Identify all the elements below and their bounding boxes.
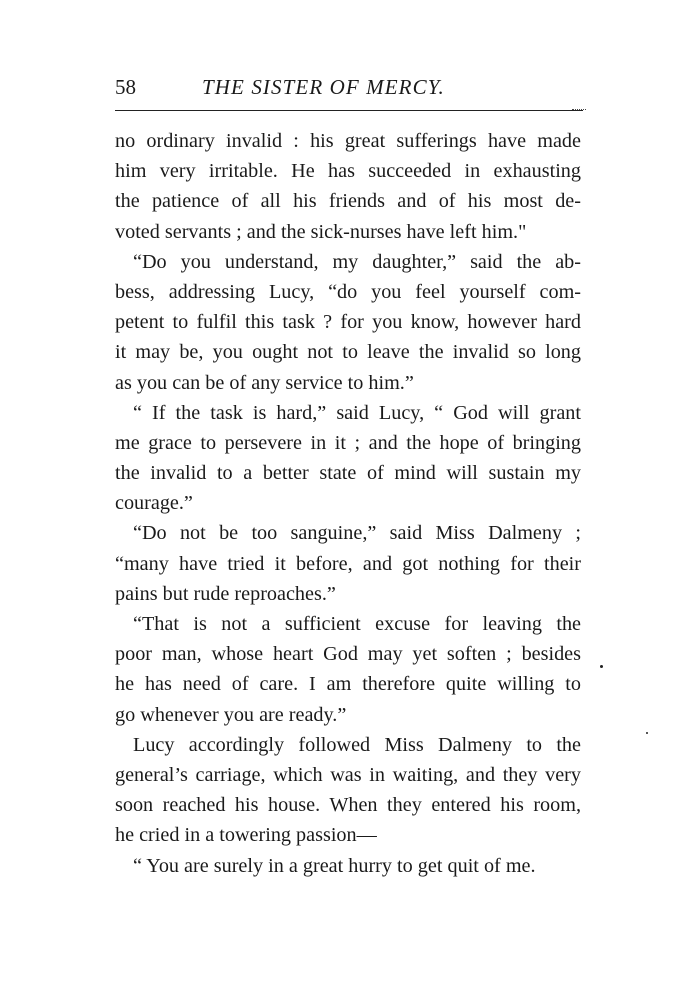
running-head <box>115 73 585 105</box>
text-line: voted servants ; and the sick-nurses have left him." <box>115 220 527 243</box>
text-line: the patience of all his friends and of his most de- <box>115 190 581 213</box>
page-number: 58 <box>115 75 136 99</box>
text-line: Lucy accordingly followed Miss Dalmeny to the <box>133 733 581 756</box>
text-line: it may be, you ought not to leave the invalid so long <box>115 341 581 364</box>
text-line: me grace to persevere in it ; and the hope of bringing <box>115 431 581 454</box>
text-line: poor man, whose heart God may yet soften ; besides <box>115 643 581 666</box>
text-line: go whenever you are ready.” <box>115 703 347 726</box>
text-line: courage.” <box>115 492 193 515</box>
text-line: him very irritable. He has succeeded in exhausting <box>115 160 581 183</box>
text-line: petent to fulfil this task ? for you know, however hard <box>115 311 581 334</box>
text-line: “ You are surely in a great hurry to get quit of me. <box>133 854 536 877</box>
text-line: the invalid to a better state of mind will sustain my <box>115 462 581 485</box>
text-line: soon reached his house. When they entered his room, <box>115 794 581 817</box>
text-line: bess, addressing Lucy, “do you feel yourself com- <box>115 280 581 303</box>
header-rule-tail <box>572 109 586 110</box>
body-text <box>115 126 581 881</box>
header-rule <box>115 110 583 111</box>
text-line: he has need of care. I am therefore quite willing to <box>115 673 581 696</box>
text-line: “That is not a sufficient excuse for leaving the <box>133 613 581 635</box>
text-line: “ If the task is hard,” said Lucy, “ God will grant <box>133 401 581 424</box>
print-speck <box>600 665 603 668</box>
running-title: THE SISTER OF MERCY. <box>202 75 445 99</box>
text-line: as you can be of any service to him.” <box>115 371 414 394</box>
print-speck <box>646 732 648 734</box>
text-line: no ordinary invalid : his great sufferings have made <box>115 130 581 152</box>
text-line: he cried in a towering passion— <box>115 824 377 847</box>
text-line: general’s carriage, which was in waiting, and they very <box>115 763 581 786</box>
text-line: “Do not be too sanguine,” said Miss Dalmeny ; <box>133 522 581 545</box>
text-line: “many have tried it before, and got nothing for their <box>115 552 581 575</box>
text-line: pains but rude reproaches.” <box>115 582 336 605</box>
text-line: “Do you understand, my daughter,” said the ab- <box>133 250 581 273</box>
